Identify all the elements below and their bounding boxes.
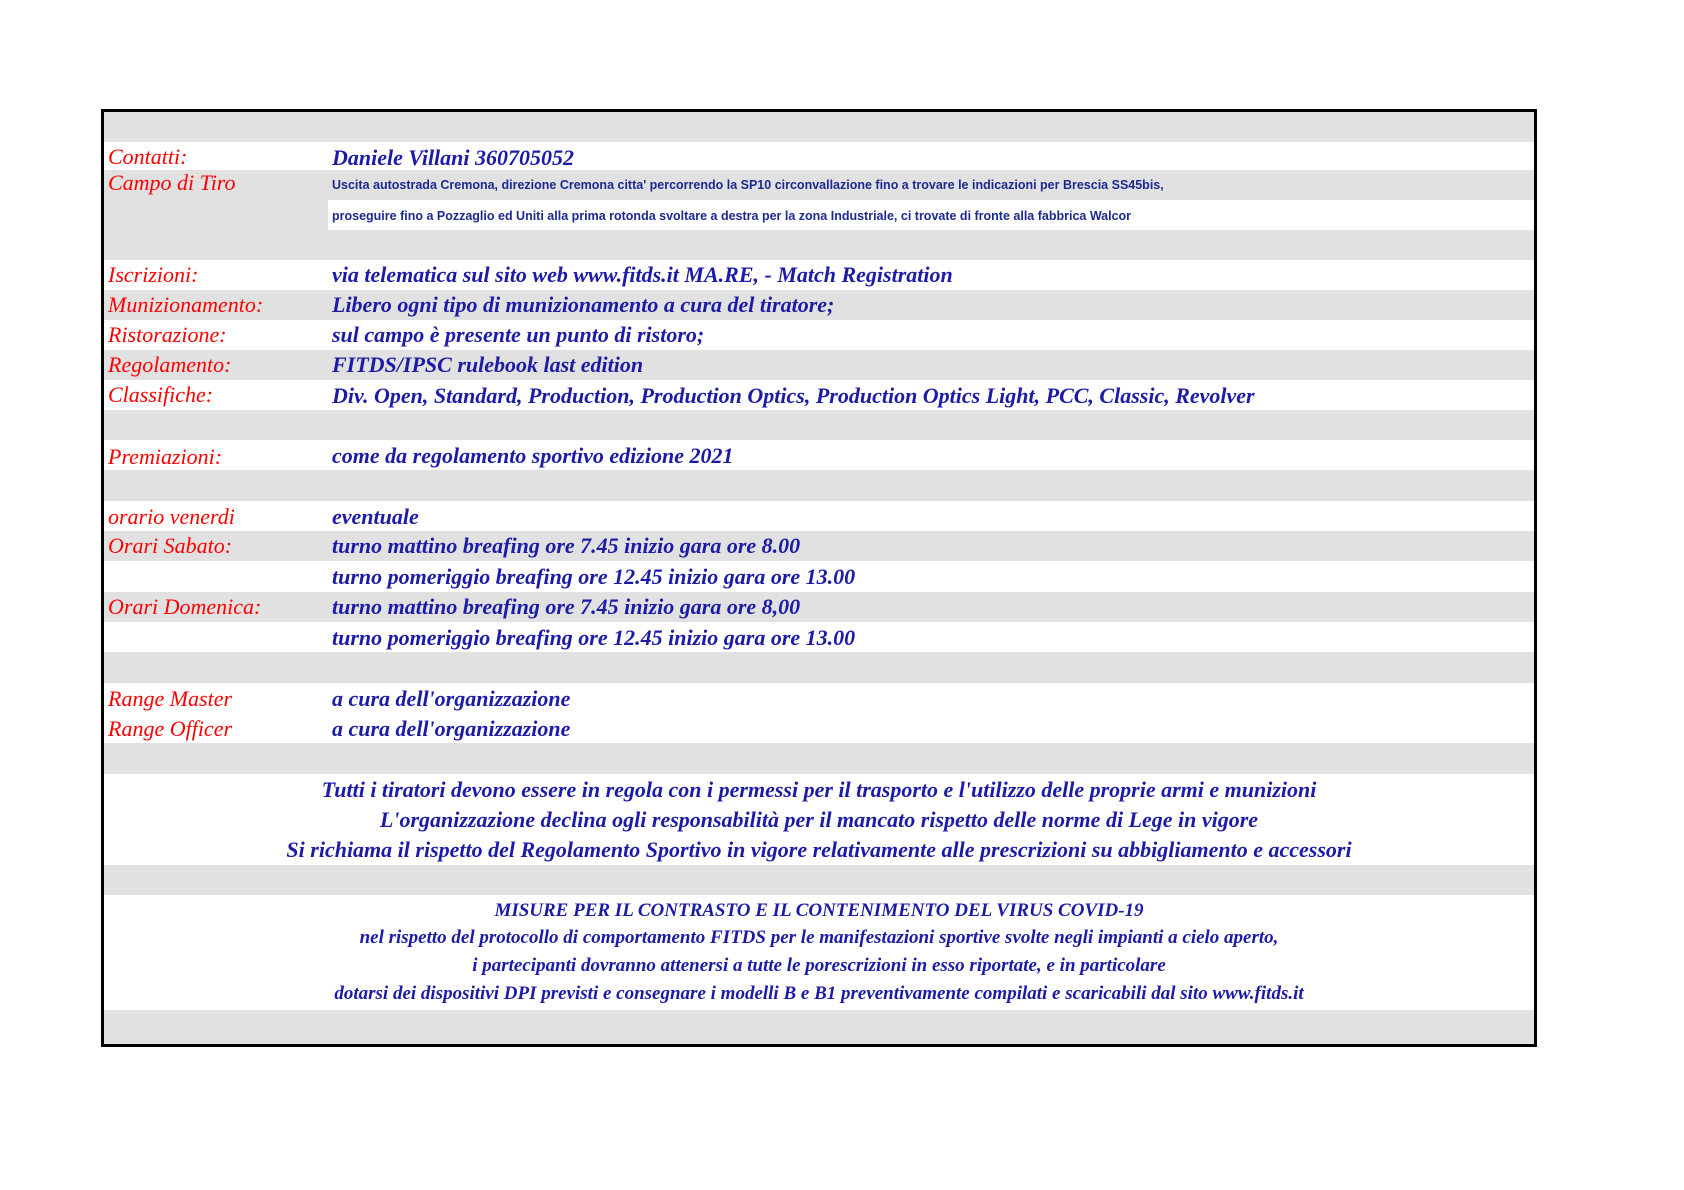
spacer-row (104, 652, 1534, 683)
row-range-master (104, 683, 1534, 713)
venerdi-value: eventuale (332, 504, 419, 529)
spacer-row (104, 470, 1534, 501)
spacer-row (104, 410, 1534, 440)
domenica-value-2: turno pomeriggio breafing ore 12.45 inizio gara ore 13.00 (332, 625, 856, 650)
row-regolamento (104, 350, 1534, 380)
ristorazione-value: sul campo è presente un punto di ristoro; (332, 322, 705, 347)
note-row (104, 804, 1534, 834)
row-campo (104, 170, 1534, 230)
ristorazione-label: Ristorazione: (108, 322, 227, 347)
spacer-row (104, 743, 1534, 774)
row-sabato (104, 531, 1534, 561)
iscrizioni-value: via telematica sul sito web www.fitds.it MA.RE, - Match Registration (332, 262, 953, 287)
row-contatti (104, 142, 1534, 170)
note-row (104, 834, 1534, 865)
covid-line-3: dotarsi dei dispositivi DPI previsti e consegnare i modelli B e B1 preventivamente compilati e scaricabili dal sito www.fitds.it (334, 983, 1304, 1004)
row-iscrizioni (104, 260, 1534, 290)
row-range-officer (104, 713, 1534, 743)
range-master-label: Range Master (108, 686, 233, 711)
campo-line1: Uscita autostrada Cremona, direzione Cremona citta' percorrendo la SP10 circonvallazione fino a trovare le indicazioni per Brescia SS45bis, (332, 178, 1164, 192)
covid-row (104, 895, 1534, 923)
note-line-2: L'organizzazione declina ogli responsabilità per il mancato rispetto delle norme di Lege in vigore (379, 807, 1259, 832)
spacer-row (104, 112, 1534, 142)
covid-row (104, 923, 1534, 952)
regolamento-value: FITDS/IPSC rulebook last edition (332, 352, 644, 377)
campo-line2: proseguire fino a Pozzaglio ed Uniti alla prima rotonda svoltare a destra per la zona Industriale, ci trovate di fronte alla fabbrica Walcor (332, 209, 1132, 223)
note-row (104, 774, 1534, 804)
range-officer-value: a cura dell'organizzazione (332, 716, 571, 741)
classifiche-value: Div. Open, Standard, Production, Production Optics, Production Optics Light, PCC, Classic, Revolver (332, 383, 1255, 408)
campo-label: Campo di Tiro (108, 170, 236, 195)
sabato-value-1: turno mattino breafing ore 7.45 inizio gara ore 8.00 (332, 533, 801, 558)
munizionamento-value: Libero ogni tipo di munizionamento a cura del tiratore; (332, 292, 835, 317)
row-domenica-2 (104, 622, 1534, 652)
note-line-3: Si richiama il rispetto del Regolamento Sportivo in vigore relativamente alle prescrizioni su abbigliamento e accessori (286, 837, 1352, 862)
contatti-label: Contatti: (108, 144, 188, 169)
row-ristorazione (104, 320, 1534, 350)
row-premiazioni (104, 440, 1534, 470)
contatti-value: Daniele Villani 360705052 (332, 145, 575, 170)
range-officer-label: Range Officer (108, 716, 233, 741)
covid-row (104, 981, 1534, 1010)
spacer-row (104, 1010, 1534, 1047)
row-domenica (104, 592, 1534, 622)
domenica-label: Orari Domenica: (108, 594, 262, 619)
premiazioni-value: come da regolamento sportivo edizione 2021 (332, 443, 734, 468)
classifiche-label: Classifiche: (108, 382, 214, 407)
venerdi-label: orario venerdi (108, 504, 235, 529)
covid-row (104, 952, 1534, 981)
covid-line-1: nel rispetto del protocollo di comportamento FITDS per le manifestazioni sportive svolte negli impianti a cielo aperto, (359, 927, 1279, 948)
covid-title: MISURE PER IL CONTRASTO E IL CONTENIMENTO DEL VIRUS COVID-19 (494, 900, 1144, 921)
row-classifiche (104, 380, 1534, 410)
premiazioni-label: Premiazioni: (108, 444, 223, 469)
covid-line-2: i partecipanti dovranno attenersi a tutte le porescrizioni in esso riportate, e in particolare (472, 955, 1166, 976)
spacer-row (104, 230, 1534, 260)
row-munizionamento (104, 290, 1534, 320)
row-sabato-2 (104, 561, 1534, 592)
spacer-row (104, 865, 1534, 895)
sabato-value-2: turno pomeriggio breafing ore 12.45 inizio gara ore 13.00 (332, 564, 856, 589)
sabato-label: Orari Sabato: (108, 533, 233, 558)
munizionamento-label: Munizionamento: (108, 292, 264, 317)
regolamento-label: Regolamento: (108, 352, 232, 377)
domenica-value-1: turno mattino breafing ore 7.45 inizio gara ore 8,00 (332, 594, 801, 619)
row-venerdi (104, 501, 1534, 531)
range-master-value: a cura dell'organizzazione (332, 686, 571, 711)
iscrizioni-label: Iscrizioni: (108, 262, 199, 287)
info-sheet (101, 109, 1537, 1047)
note-line-1: Tutti i tiratori devono essere in regola con i permessi per il trasporto e l'utilizzo delle proprie armi e munizioni (321, 777, 1317, 802)
